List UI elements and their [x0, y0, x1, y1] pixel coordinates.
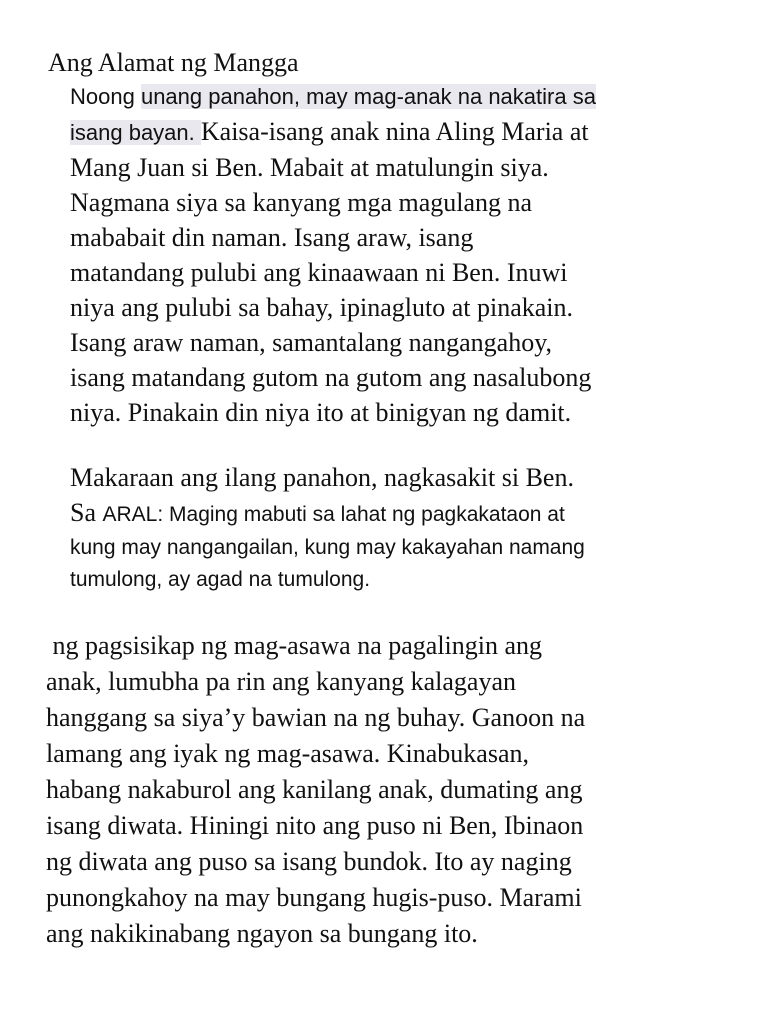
paragraph-3-line: hanggang sa siya’y bawian na ng buhay. Ganoon na — [46, 703, 586, 732]
paragraph-3-line: anak, lumubha pa rin ang kanyang kalagayan — [46, 667, 516, 696]
paragraph-2-line-2 — [70, 495, 750, 532]
paragraph-3-line: ng pagsisikap ng mag-asawa na pagalingin ang — [46, 631, 543, 660]
document-title: Ang Alamat ng Mangga — [48, 48, 299, 77]
paragraph-3-line: isang diwata. Hiningi nito ang puso ni Ben, Ibinaon — [46, 811, 584, 840]
paragraph-2 — [70, 460, 750, 596]
aral-line: tumulong, ay agad na tumulong. — [70, 568, 371, 591]
paragraph-1-line-1-plain: Noong — [70, 84, 141, 109]
paragraph-2-line-1: Makaraan ang ilang panahon, nagkasakit si Ben. — [70, 463, 574, 492]
paragraph-3 — [46, 628, 746, 952]
paragraph-1-line: mababait din naman. Isang araw, isang — [70, 223, 474, 252]
paragraph-3-line: punongkahoy na may bungang hugis-puso. Marami — [46, 883, 582, 912]
aral-lines — [70, 532, 750, 596]
paragraph-1-line-2 — [70, 114, 750, 150]
paragraph-1-line-2-rest: Kaisa-isang anak nina Aling Maria at — [200, 117, 589, 146]
paragraph-3-line: habang nakaburol ang kanilang anak, dumating ang — [46, 775, 583, 804]
aral-line: kung may nangangailan, kung may kakayahan namang — [70, 536, 585, 559]
highlighted-text[interactable]: isang bayan. — [70, 120, 201, 145]
paragraph-1-line: niya. Pinakain din niya ito at binigyan ng damit. — [70, 398, 572, 427]
aral-text: ARAL: Maging mabuti sa lahat ng pagkakataon at — [102, 503, 565, 526]
paragraph-1-line: Mang Juan si Ben. Mabait at matulungin siya. — [70, 153, 549, 182]
highlighted-text[interactable]: unang panahon, may mag-anak na nakatira sa — [140, 84, 596, 109]
paragraph-1-line: isang matandang gutom na gutom ang nasalubong — [70, 363, 592, 392]
paragraph-3-line: ng diwata ang puso sa isang bundok. Ito ay naging — [46, 847, 572, 876]
paragraph-1-line-1 — [70, 80, 750, 114]
paragraph-3-line: lamang ang iyak ng mag-asawa. Kinabukasan, — [46, 739, 530, 768]
paragraph-1 — [70, 80, 750, 430]
paragraph-1-line: niya ang pulubi sa bahay, ipinagluto at pinakain. — [70, 293, 574, 322]
paragraph-2-line-2-serif: Sa — [70, 498, 103, 527]
paragraph-1-line: matandang pulubi ang kinaawaan ni Ben. Inuwi — [70, 258, 568, 287]
paragraph-1-line: Nagmana siya sa kanyang mga magulang na — [70, 188, 533, 217]
paragraph-1-line: Isang araw naman, samantalang nangangahoy, — [70, 328, 553, 357]
paragraph-3-line: ang nakikinabang ngayon sa bungang ito. — [46, 919, 478, 948]
